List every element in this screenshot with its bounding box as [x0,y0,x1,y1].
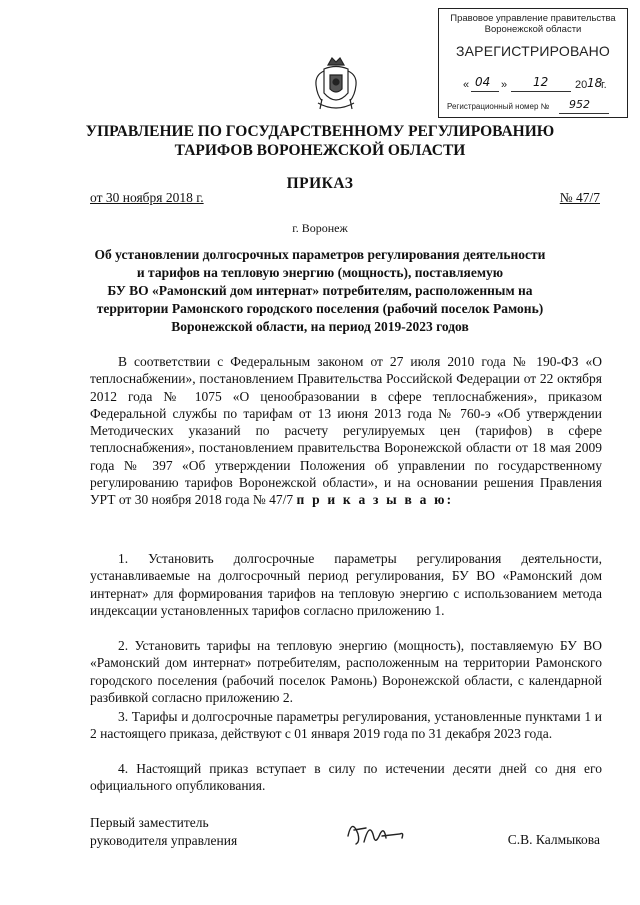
stamp-year-suffix: г. [601,79,607,91]
stamp-date [449,77,625,93]
stamp-year-prefix: 20 [575,79,588,91]
organization-title [0,122,640,160]
order-item-4: 4. Настоящий приказ вступает в силу по истечении десяти дней со дня его официального опубликования. [90,761,602,794]
stamp-quote-close: » [501,79,508,91]
order-date: от 30 ноября 2018 г. [90,190,204,205]
subject-line5: Воронежской области, на период 2019-2023 годов [171,319,469,334]
stamp-quote-open: « [463,79,470,91]
subject-line3: БУ ВО «Рамонский дом интернат» потребителям, расположенным на [107,283,533,298]
document-type: ПРИКАЗ [286,175,354,192]
stamp-reg-number: 952 [569,98,590,111]
handwritten-signature [342,812,412,852]
signatory-position [90,814,237,850]
stamp-reg-label: Регистрационный номер № [447,102,550,111]
order-item-3: 3. Тарифы и долгосрочные параметры регулирования, установленные пунктами 1 и 2 настоящего приказа, действуют с 01 января 2019 года по 31 декабря 2023 года. [90,709,602,742]
intro-paragraph [90,353,602,509]
stamp-year: 18 [587,76,603,90]
organization-title-line1: УПРАВЛЕНИЕ ПО ГОСУДАРСТВЕННОМУ РЕГУЛИРОВАНИЮ [85,123,555,140]
signatory-name: С.В. Калмыкова [507,832,600,847]
stamp-organization: Правовое управление правительства Воронежской области [450,13,616,35]
city: г. Воронеж [292,221,348,235]
order-word: п р и к а з ы в а ю: [296,492,454,508]
stamp-registration-number [447,98,627,116]
order-number: № 47/7 [559,190,600,205]
stamp-day: 04 [475,75,491,89]
subject-line4: территории Рамонского городского поселения (рабочий поселок Рамонь) [96,301,544,316]
order-subject [0,246,640,336]
stamp-month: 12 [533,75,549,89]
signatory-position-line2: руководителя управления [90,833,238,848]
subject-line1: Об установлении долгосрочных параметров регулирования деятельности [94,247,546,262]
stamp-day-line [471,91,499,92]
subject-line2: и тарифов на тепловую энергию (мощность), поставляемую [136,265,504,280]
stamp-title: ЗАРЕГИСТРИРОВАНО [455,43,611,59]
registration-stamp [438,8,628,118]
signatory-position-line1: Первый заместитель [90,815,209,830]
intro-text: В соответствии с Федеральным законом от 27 июля 2010 года № 190-ФЗ «О теплоснабжении», постановлением Правительства Российской Федерации от 22 октября 2012 года № 1075 «О ценообразовании в сфере теплоснабжения», приказом Федеральной службы по тарифам от 13 июня 2013 года № 760-э «Об утверждении Методических указаний по расчету регулируемых цен (тарифов) в сфере теплоснабжения», постановлением правительства Воронежской области от 18 мая 2009 года № 397 «Об утверждении Положения об управлении по государственному регулированию тарифов Воронежской области», и на основании решения Правления УРТ от 30 ноября 2018 года № 47/7 [90,354,602,508]
stamp-month-line [511,91,571,92]
voronezh-coat-of-arms-icon [310,55,362,117]
order-item-2: 2. Установить тарифы на тепловую энергию (мощность), поставляемую БУ ВО «Рамонский дом интернат» потребителям, расположенным на территории Рамонского городского поселения (рабочий поселок Рамонь) Воронежской области, с календарной разбивкой согласно приложению 2. [90,638,602,705]
stamp-reg-line [559,113,609,114]
order-item-1: 1. Установить долгосрочные параметры регулирования деятельности, устанавливаемые на долгосрочный период регулирования, БУ ВО «Рамонский дом интернат» для формирования тарифов на тепловую энергию с использованием метода индексации установленных тарифов согласно приложению 1. [90,551,602,618]
organization-title-line2: ТАРИФОВ ВОРОНЕЖСКОЙ ОБЛАСТИ [174,142,466,159]
